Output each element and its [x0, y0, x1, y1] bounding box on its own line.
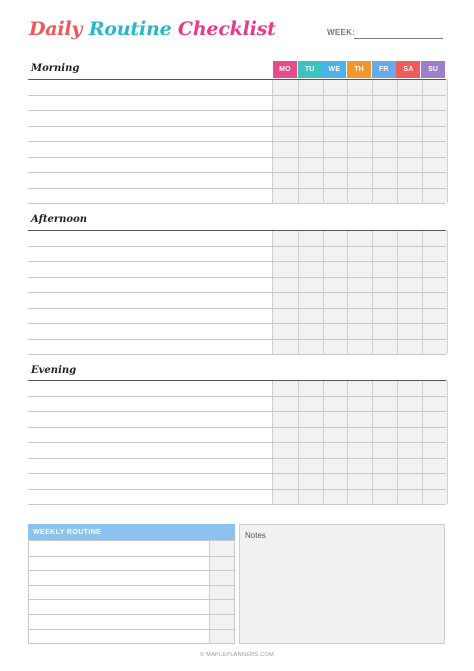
- day-su: SU: [421, 61, 445, 78]
- task-row-line[interactable]: [28, 308, 446, 309]
- section-grid-afternoon: [28, 230, 446, 354]
- day-fr: FR: [372, 61, 396, 78]
- task-row-line[interactable]: [28, 203, 446, 204]
- weekly-row-line[interactable]: [29, 570, 234, 571]
- section-grid-morning: [28, 79, 446, 203]
- section-label-afternoon: Afternoon: [31, 214, 88, 225]
- notes-box[interactable]: [239, 524, 445, 644]
- day-tu: TU: [298, 61, 322, 78]
- day-mo: MO: [273, 61, 297, 78]
- task-row-line[interactable]: [28, 141, 446, 142]
- day-header: [273, 61, 446, 79]
- column-divider: [447, 380, 448, 504]
- task-row-line[interactable]: [28, 339, 446, 340]
- task-row-line[interactable]: [28, 427, 446, 428]
- task-row-line[interactable]: [28, 458, 446, 459]
- page-title: [29, 18, 276, 48]
- section-label-morning: Morning: [31, 63, 80, 74]
- section-top-rule: [28, 79, 446, 80]
- weekly-row-line[interactable]: [29, 614, 234, 615]
- column-divider: [447, 79, 448, 203]
- title-word-routine: Routine: [88, 18, 172, 40]
- task-row-line[interactable]: [28, 172, 446, 173]
- weekly-routine-body: [28, 540, 235, 644]
- weekly-row-line[interactable]: [29, 556, 234, 557]
- week-label: WEEK:: [327, 28, 356, 37]
- task-row-line[interactable]: [28, 396, 446, 397]
- task-row-line[interactable]: [28, 473, 446, 474]
- task-row-line[interactable]: [28, 292, 446, 293]
- title-word-checklist: Checklist: [177, 18, 276, 40]
- task-row-line[interactable]: [28, 246, 446, 247]
- day-we: WE: [322, 61, 346, 78]
- weekly-row-line[interactable]: [29, 585, 234, 586]
- weekly-routine-box: [28, 524, 235, 644]
- day-th: TH: [347, 61, 371, 78]
- weekly-row-line[interactable]: [29, 629, 234, 630]
- section-top-rule: [28, 230, 446, 231]
- week-input-line[interactable]: [354, 38, 443, 39]
- task-row-line[interactable]: [28, 354, 446, 355]
- section-label-evening: Evening: [31, 365, 77, 376]
- section-grid-evening: [28, 380, 446, 504]
- task-row-line[interactable]: [28, 277, 446, 278]
- task-row-line[interactable]: [28, 126, 446, 127]
- day-sa: SA: [396, 61, 420, 78]
- weekly-routine-header: WEEKLY ROUTINE: [28, 524, 235, 540]
- task-row-line[interactable]: [28, 188, 446, 189]
- task-row-line[interactable]: [28, 411, 446, 412]
- task-row-line[interactable]: [28, 95, 446, 96]
- task-row-line[interactable]: [28, 489, 446, 490]
- title-word-daily: Daily: [29, 18, 83, 40]
- section-top-rule: [28, 380, 446, 381]
- column-divider: [447, 230, 448, 354]
- task-row-line[interactable]: [28, 323, 446, 324]
- task-row-line[interactable]: [28, 261, 446, 262]
- task-row-line[interactable]: [28, 110, 446, 111]
- task-row-line[interactable]: [28, 504, 446, 505]
- weekly-row-line[interactable]: [29, 599, 234, 600]
- task-row-line[interactable]: [28, 442, 446, 443]
- notes-label: Notes: [245, 531, 266, 540]
- task-row-line[interactable]: [28, 157, 446, 158]
- footer-credit: © MAPLEPLANNERS.COM: [200, 652, 274, 658]
